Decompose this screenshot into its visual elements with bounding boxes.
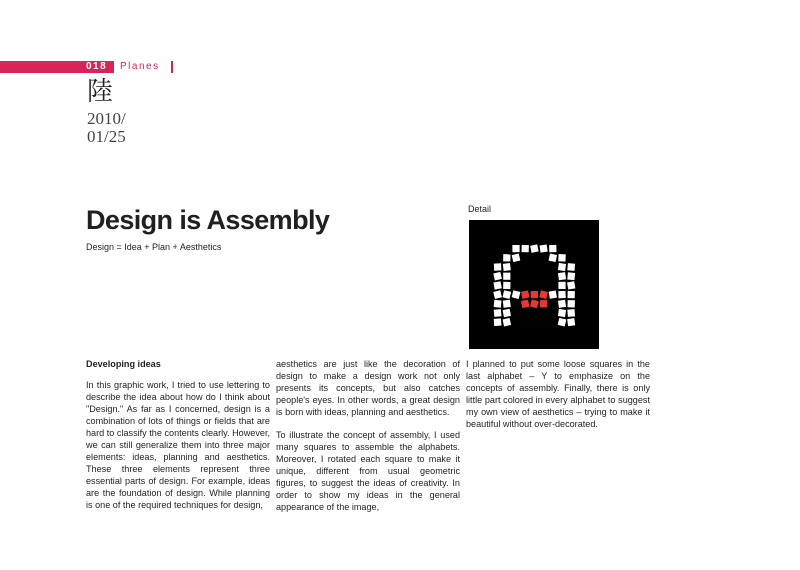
white-square <box>503 300 511 308</box>
section-divider <box>171 61 173 73</box>
white-square <box>503 318 512 327</box>
white-square <box>558 300 566 308</box>
white-square <box>567 263 575 271</box>
white-square <box>512 290 521 299</box>
white-square <box>558 291 565 298</box>
white-square <box>558 318 567 327</box>
white-square <box>549 245 556 252</box>
article-title: Design is Assembly <box>86 205 330 235</box>
white-square <box>558 272 566 280</box>
section-heading: Developing ideas <box>86 359 161 369</box>
white-square <box>503 263 511 271</box>
accent-square <box>539 290 548 299</box>
white-square <box>503 254 510 261</box>
white-square <box>558 282 565 289</box>
section-name: Planes <box>120 61 160 72</box>
white-square <box>494 300 502 308</box>
white-square <box>502 290 511 299</box>
white-square <box>503 309 511 317</box>
text-column-3 <box>466 358 650 441</box>
accent-square <box>530 299 539 308</box>
white-square <box>549 290 557 298</box>
white-square <box>558 263 566 271</box>
white-square <box>503 282 510 289</box>
white-square <box>567 272 575 280</box>
letter-a-squares-artwork <box>469 220 599 349</box>
white-square <box>512 245 519 252</box>
white-square <box>512 254 521 263</box>
white-square <box>493 281 501 289</box>
page-number: 018 <box>86 61 108 72</box>
body-paragraph: I planned to put some loose squares in the last alphabet – Y to emphasize on the concepts of assembly. Finally, there is only little part colored in every alphabet to suggest my own view of aesthetics – trying to make it beautiful without over-decorated. <box>466 359 650 429</box>
accent-square <box>521 300 529 308</box>
white-square <box>568 300 575 307</box>
white-square <box>567 318 575 326</box>
body-paragraph: aesthetics are just like the decoration of design to make a design work not only presents its concepts, but also catches people's eyes. In other words, a great design is born with ideas, planning and aesthetics. <box>276 359 460 417</box>
white-square <box>494 263 502 271</box>
white-square <box>503 273 510 280</box>
detail-image <box>469 220 599 349</box>
text-column-1 <box>86 358 270 522</box>
entry-date: 2010/ 01/25 <box>87 109 126 146</box>
white-square <box>493 272 502 281</box>
white-square <box>558 254 566 262</box>
white-square <box>494 318 502 326</box>
white-square <box>493 290 502 299</box>
white-square <box>558 309 566 317</box>
body-paragraph: To illustrate the concept of assembly, I used many squares to assemble the alphabets. Moreover, I rotated each square to make it unique, different from usual geometric figures, to suggest the ideas of creativity. In order to show my ideas in the general appearance of the image, <box>276 430 460 512</box>
white-square <box>567 309 575 317</box>
accent-square <box>531 291 538 298</box>
body-paragraph: In this graphic work, I tried to use lettering to describe the idea about how do I think about "Design." As far as I concerned, design is a combination of lots of things or fields that are hard to classify the contents clearly. However, we can still generalize them into three major elements: ideas, planning and aesthetics. These three elements represent three essential parts of design. For example, ideas are the foundation of design. While planning is one of the required techniques for design, <box>86 380 270 510</box>
text-column-2 <box>276 358 460 524</box>
white-square <box>530 244 538 252</box>
white-square <box>568 291 575 298</box>
detail-label: Detail <box>468 204 492 214</box>
white-square <box>567 281 575 289</box>
author-kanji: 陸 <box>87 77 114 107</box>
article-subtitle: Design = Idea + Plan + Aesthetics <box>86 242 222 252</box>
white-square <box>521 245 528 252</box>
accent-square <box>521 290 529 298</box>
white-square <box>540 245 548 253</box>
white-square <box>494 309 502 317</box>
white-square <box>549 254 557 262</box>
accent-square <box>540 300 547 307</box>
